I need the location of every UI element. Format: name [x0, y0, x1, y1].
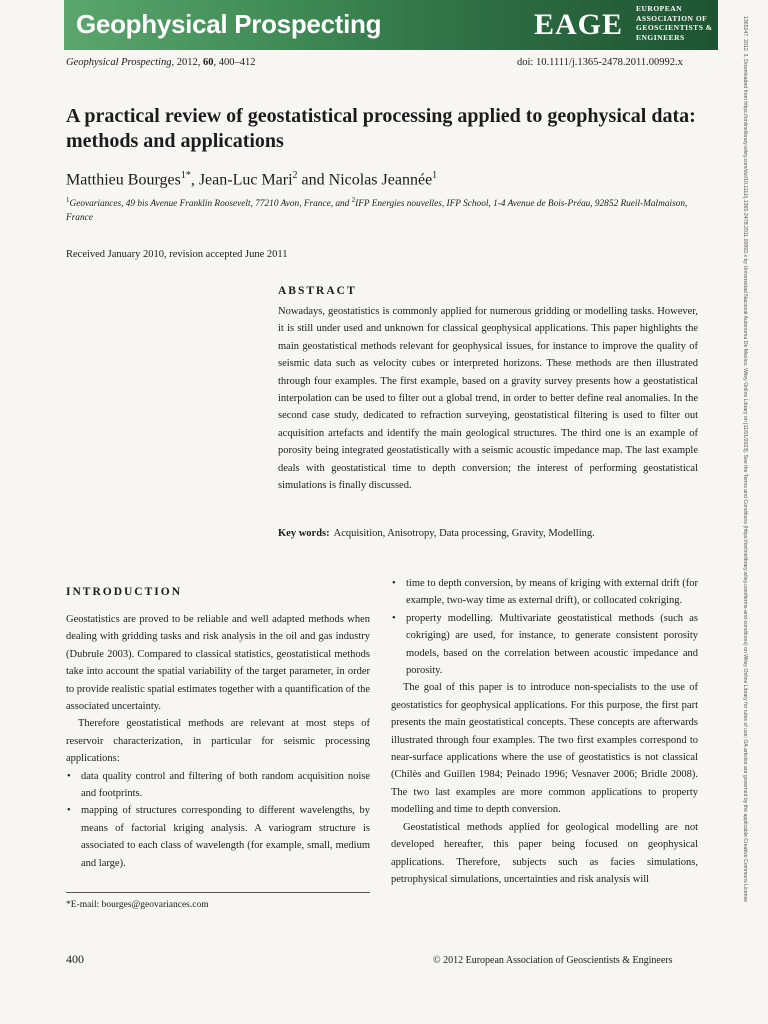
page-number: 400 — [66, 952, 84, 966]
article-title: A practical review of geostatistical processing applied to geophysical data: methods and applications — [66, 105, 696, 152]
citation-line: Geophysical Prospecting, 2012, 60, 400–412 — [66, 57, 256, 68]
affiliation-text: Geovariances, 49 bis Avenue Franklin Roosevelt, 77210 Avon, France, and — [69, 199, 352, 210]
affiliations — [66, 193, 706, 225]
author-name: Nicolas Jeannée — [328, 171, 433, 189]
abstract-heading: ABSTRACT — [278, 285, 357, 297]
citation-year: 2012 — [176, 57, 198, 68]
author-affiliation-mark: 2 — [292, 170, 298, 181]
publisher-line: ASSOCIATION OF — [636, 13, 708, 23]
affiliation-text: IFP Energies nouvelles, IFP School, 1-4 Avenue de Bois-Préau, 92852 Rueil-Malmaison, France — [66, 199, 688, 224]
footnote-email: *E-mail: bourges@geovariances.com — [66, 900, 209, 910]
paragraph: Geostatistical methods applied for geological modelling are not developed hereafter, this paper being focused on geophysical applications. Therefore, subjects such as facies simulations, petrophysical simulations, uncertainties and risk analysis will — [391, 821, 698, 885]
author-list — [66, 170, 437, 189]
author-separator: and — [297, 171, 329, 189]
received-date: Received January 2010, revision accepted June 2011 — [66, 249, 288, 260]
keywords-list: Acquisition, Anisotropy, Data processing, Gravity, Modelling. — [333, 528, 595, 539]
author-name: Matthieu Bourges — [66, 171, 181, 189]
author-affiliation-mark: 1 — [432, 170, 438, 181]
footnote-divider — [66, 892, 370, 893]
paragraph: The goal of this paper is to introduce non-specialists to the use of geostatistics for geophysical applications. For this purpose, the first part presents the main geostatistical concepts. These concepts are afterwards illustrated through four examples. The two first examples correspond to near-surface applications where the use of geostatistics is not classical (Chilès and Guillen 1984; Peinado 1996; Vesnaver 2006; Bridle 2008). The two last examples are more common applications to property modelling and time to depth conversion. — [391, 682, 698, 816]
citation-volume: 60 — [202, 57, 214, 68]
journal-banner — [64, 0, 718, 50]
abstract-body: Nowadays, geostatistics is commonly applied for numerous gridding or modelling tasks. However, it is still under used and unknown for classical geophysical applications. This paper highlights the main geostatistical methods relevant for geophysical issues, for instance to improve the quality of seismic data such as velocity cubes or interpreted horizons. These methods are then illustrated through four examples. The first example, based on a gravity survey presents how a geostatistical interpolation can be used to filter out a global trend, in order to better define real anomalies. In the second case study, dedicated to refraction surveying, geostatistical filtering is used to filter out acquisition artefacts and identify the main geological structures. The third one is an example of porosity being integrated geostatistically with a seismic acoustic impedance map. The last example deals with geostatistical time to depth conversion; the interest of performing geostatistical simulations is finally discussed. — [278, 306, 698, 492]
bullet-item: • mapping of structures corresponding to different wavelengths, by means of factorial kriging analysis. A variogram structure is associated to each class of wavelength (for example, small, medium and large). — [66, 802, 370, 872]
eage-logo: EAGE — [534, 8, 624, 41]
affiliation-mark: 1 — [66, 196, 70, 204]
author-affiliation-mark: 1* — [180, 170, 191, 181]
bullet-list — [391, 575, 698, 679]
left-column — [66, 611, 370, 872]
copyright-notice: © 2012 European Association of Geoscientists & Engineers — [433, 955, 673, 966]
bullet-list — [66, 768, 370, 872]
keywords-label: Key words: — [278, 528, 330, 539]
keywords — [278, 528, 595, 539]
publisher-line: EUROPEAN — [636, 4, 683, 13]
citation-journal: Geophysical Prospecting — [66, 57, 172, 68]
journal-name: Geophysical Prospecting — [76, 9, 382, 39]
bullet-item: • time to depth conversion, by means of kriging with external drift (for example, two-way time as external drift), or collocated cokriging. — [391, 575, 698, 610]
publisher-line: ENGINEERS — [636, 32, 685, 42]
author-separator: , — [190, 171, 199, 189]
citation-pages: 400–412 — [218, 57, 256, 68]
paragraph: Geostatistics are proved to be reliable and well adapted methods when dealing with gridding tasks and risk analysis in the oil and gas industry (Dubrule 2003). Compared to classical statistics, geostatistical methods take into account the spatial variability of the target parameter, in order to provide realistic spatial estimates together with a quantification of the associated uncertainty. — [66, 614, 370, 713]
download-watermark: 1365247, 2012, 3, Downloaded from https://onlinelibrary.wiley.com/doi/10.1111/j.1365-2478.2011.00992.x by Universidad Nacional Autonoma De Mexico, Wiley Online Library on [11/01/2023]. See the Terms and Conditions (https://onlinelibrary.wiley.com/terms-and-conditions) on Wiley Online Library for rules of use; OA articles are governed by the applicable Creative Commons License — [742, 16, 748, 902]
bullet-item: • data quality control and filtering of both random acquisition noise and footprints. — [66, 768, 370, 803]
publisher-name — [636, 4, 716, 42]
bullet-item: • property modelling. Multivariate geostatistical methods (such as cokriging) are used, for instance, to generate consistent porosity models, based on the correlation between acoustic impedance and porosity. — [391, 610, 698, 680]
publisher-line: GEOSCIENTISTS & — [636, 23, 713, 32]
author-name: Jean-Luc Mari — [198, 171, 293, 189]
affiliation-mark: 2 — [351, 196, 356, 204]
paragraph: Therefore geostatistical methods are relevant at most steps of reservoir characterization, in particular for seismic processing applications: — [66, 718, 370, 765]
section-heading-introduction: INTRODUCTION — [66, 586, 183, 598]
right-column — [391, 575, 698, 888]
doi-link[interactable]: doi: 10.1111/j.1365-2478.2011.00992.x — [517, 57, 683, 68]
